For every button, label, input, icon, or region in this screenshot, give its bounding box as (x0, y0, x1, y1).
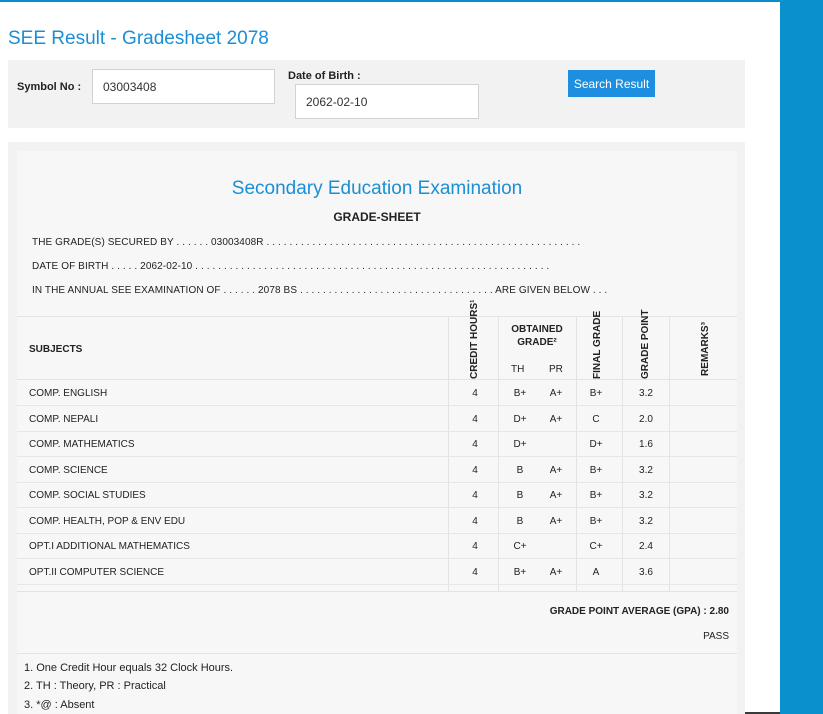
subjects-header: SUBJECTS (29, 344, 83, 355)
credit-hours: 4 (472, 388, 478, 399)
right-side-bar (780, 0, 823, 714)
gradesheet-title: GRADE-SHEET (333, 210, 421, 224)
final-grade: D+ (589, 439, 603, 450)
grade-point: 3.2 (639, 465, 653, 476)
practical-grade: A+ (549, 516, 563, 527)
table-row (17, 380, 737, 406)
grade-point: 3.2 (639, 516, 653, 527)
symbol-no-label: Symbol No : (17, 81, 82, 93)
search-result-button[interactable]: Search Result (568, 70, 655, 97)
credit-hours: 4 (472, 465, 478, 476)
date-of-birth-line: DATE OF BIRTH . . . . . 2062-02-10 . . . . . . . . . . . . . . . . . . . . . . . . . . . . . . . . . . . . . . . . . . . . . . . . . . . . . . . . . . . . . . (32, 261, 550, 272)
credit-hours: 4 (472, 541, 478, 552)
grade-point: 3.2 (639, 490, 653, 501)
date-of-birth-input[interactable]: 2062-02-10 (295, 84, 479, 119)
subject-name: OPT.II COMPUTER SCIENCE (29, 567, 165, 578)
theory-grade: B+ (513, 567, 527, 578)
subject-name: COMP. SOCIAL STUDIES (29, 490, 146, 501)
credit-hours: 4 (472, 567, 478, 578)
table-row (17, 559, 737, 585)
final-grade: B+ (589, 465, 603, 476)
subject-name: COMP. ENGLISH (29, 388, 108, 399)
table-row (17, 533, 737, 559)
footnote-theory-practical: 2. TH : Theory, PR : Practical (24, 680, 166, 692)
subject-name: COMP. MATHEMATICS (29, 439, 135, 450)
gpa-value: GRADE POINT AVERAGE (GPA) : 2.80 (549, 606, 729, 617)
theory-grade: D+ (513, 439, 527, 450)
credit-hours: 4 (472, 439, 478, 450)
exam-year-line: IN THE ANNUAL SEE EXAMINATION OF . . . . . . 2078 BS . . . . . . . . . . . . . . . . . . . . . . . . . . . . . . . . . . ARE GIVEN BELOW . . . (32, 285, 608, 296)
subject-name: COMP. NEPALI (29, 414, 99, 425)
gradesheet (17, 151, 737, 714)
table-row (17, 482, 737, 508)
credit-hours: 4 (472, 414, 478, 425)
theory-grade: B (516, 516, 524, 527)
theory-grade: B+ (513, 388, 527, 399)
page-title: SEE Result - Gradesheet 2078 (8, 28, 269, 49)
final-grade: B+ (589, 490, 603, 501)
search-form (8, 60, 745, 128)
theory-header: TH (511, 364, 525, 375)
top-accent-line (0, 0, 780, 2)
table-header (17, 299, 737, 380)
footnote-credit-hour: 1. One Credit Hour equals 32 Clock Hours. (24, 662, 234, 674)
theory-grade: D+ (513, 414, 527, 425)
grade-point: 2.0 (639, 414, 653, 425)
obtained-grade-header: OBTAINED GRADE² (511, 324, 563, 348)
final-grade: B+ (589, 388, 603, 399)
footnotes (17, 653, 737, 714)
secured-by-line: THE GRADE(S) SECURED BY . . . . . . 03003408R . . . . . . . . . . . . . . . . . . . . . . . . . . . . . . . . . . . . . . . . . . . . . . . . . . . . . . . (32, 237, 581, 248)
practical-grade: A+ (549, 465, 563, 476)
grade-point: 3.6 (639, 567, 653, 578)
practical-grade: A+ (549, 567, 563, 578)
credit-hours: 4 (472, 516, 478, 527)
date-of-birth-label: Date of Birth : (288, 70, 361, 82)
result-status: PASS (703, 631, 729, 642)
final-grade: C+ (589, 541, 603, 552)
practical-grade: A+ (549, 490, 563, 501)
symbol-no-input[interactable]: 03003408 (92, 69, 275, 104)
theory-grade: C+ (513, 541, 527, 552)
credit-hours-header: CREDIT HOURS¹ (469, 299, 480, 379)
theory-grade: B (516, 465, 524, 476)
table-row (17, 508, 737, 534)
table-row (17, 431, 737, 457)
final-grade: C (592, 414, 600, 425)
grade-point: 1.6 (639, 439, 653, 450)
subject-name: COMP. HEALTH, POP & ENV EDU (29, 516, 186, 527)
final-grade: A (592, 567, 600, 578)
gradesheet-container (8, 142, 745, 714)
practical-grade: A+ (549, 414, 563, 425)
final-grade: B+ (589, 516, 603, 527)
theory-grade: B (516, 490, 524, 501)
final-grade-header: FINAL GRADE (592, 310, 603, 379)
subject-name: COMP. SCIENCE (29, 465, 108, 476)
practical-header: PR (549, 364, 563, 375)
exam-title: Secondary Education Examination (231, 178, 523, 199)
grade-point: 2.4 (639, 541, 653, 552)
credit-hours: 4 (472, 490, 478, 501)
practical-grade: A+ (549, 388, 563, 399)
table-row (17, 406, 737, 432)
grade-point-header: GRADE POINT (640, 309, 651, 379)
table-row (17, 457, 737, 483)
subject-name: OPT.I ADDITIONAL MATHEMATICS (29, 541, 190, 552)
gpa-section (17, 591, 737, 653)
remarks-header: REMARKS³ (700, 322, 711, 376)
grade-point: 3.2 (639, 388, 653, 399)
footnote-absent: 3. *@ : Absent (24, 699, 95, 711)
